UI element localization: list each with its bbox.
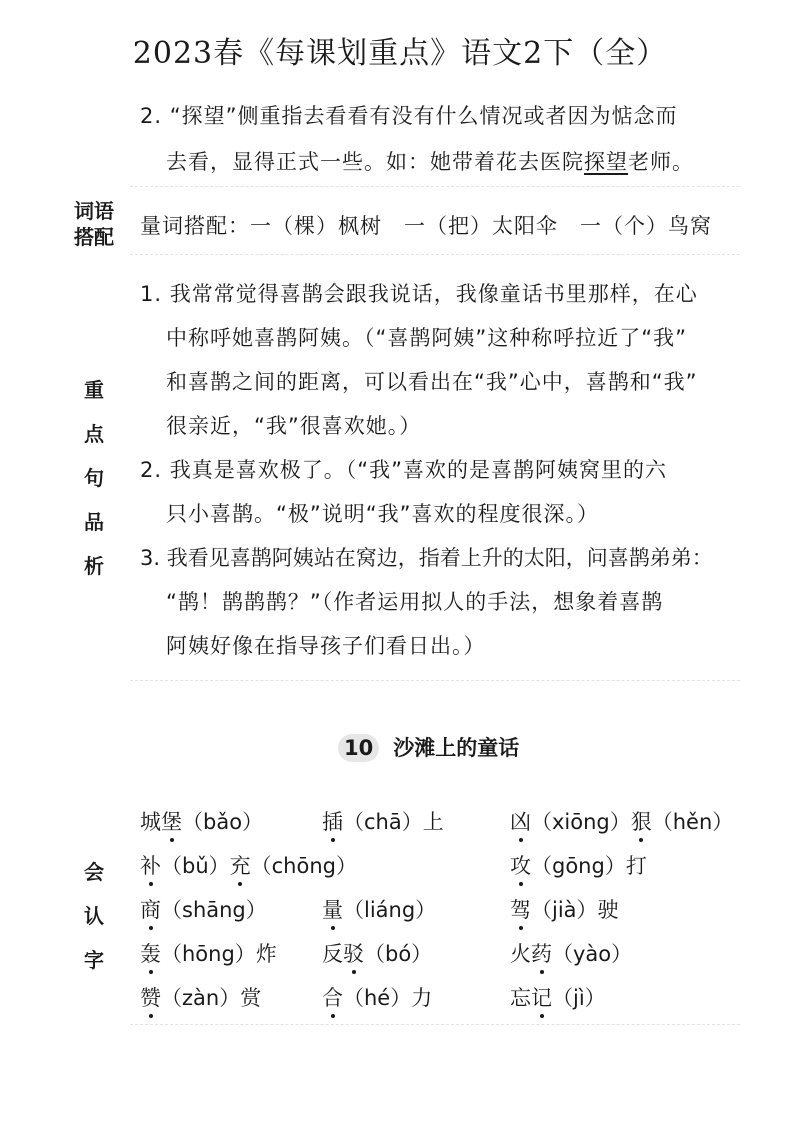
section-label-char: 析	[84, 554, 104, 578]
analysis-line: 3. 我看见喜鹊阿姨站在窝边，指着上升的太阳，问喜鹊弟弟：	[140, 546, 713, 570]
word-text: 城	[140, 810, 161, 834]
section-label-recognize	[82, 850, 106, 982]
word-text: （xiōng）	[531, 810, 631, 834]
word-text: （hěn）	[651, 810, 734, 834]
word-item	[322, 938, 432, 968]
dotted-char: 合	[322, 982, 343, 1012]
explain-text: 老师。	[628, 150, 694, 174]
dotted-char: 攻	[510, 850, 531, 880]
analysis-line: 阿姨好像在指导孩子们看日出。）	[166, 634, 486, 658]
section-label-char: 句	[84, 466, 104, 490]
collocation-text: 量词搭配：一（棵）枫树 一（把）太阳伞 一（个）鸟窝	[140, 214, 712, 238]
section-label-char: 品	[84, 510, 104, 534]
page-title: 2023春《每课划重点》语文2下（全）	[132, 36, 668, 71]
word-item	[510, 850, 647, 880]
section-label-analysis	[82, 368, 106, 588]
dotted-char: 驳	[343, 938, 364, 968]
analysis-line: 1. 我常常觉得喜鹊会跟我说话，我像童话书里那样，在心	[140, 282, 698, 306]
word-item	[322, 982, 432, 1012]
word-text: （liáng）	[343, 898, 437, 922]
analysis-line: 只小喜鹊。“极”说明“我”喜欢的程度很深。）	[166, 502, 600, 526]
word-text: （bǎo）	[182, 810, 264, 834]
word-text: （chōng）	[250, 854, 357, 878]
word-item	[510, 982, 606, 1012]
word-item	[322, 894, 436, 924]
word-text: （gōng）打	[531, 854, 647, 878]
word-item	[140, 850, 357, 880]
word-text: （zàn）赏	[161, 986, 262, 1010]
word-text: （hé）力	[343, 986, 433, 1010]
section-label-char: 认	[84, 904, 104, 928]
word-item	[140, 938, 277, 968]
analysis-line: 很亲近，“我”很喜欢她。）	[166, 414, 422, 438]
section-label-char: 会	[84, 860, 104, 884]
word-text: （bó）	[364, 942, 433, 966]
word-text: （bǔ）	[161, 854, 230, 878]
analysis-line: 和喜鹊之间的距离，可以看出在“我”心中，喜鹊和“我”	[166, 370, 698, 394]
divider	[130, 186, 740, 187]
dotted-char: 量	[322, 894, 343, 924]
dotted-char: 轰	[140, 938, 161, 968]
word-text: （jià）驶	[531, 898, 619, 922]
dotted-char: 补	[140, 850, 161, 880]
divider	[130, 254, 740, 255]
dotted-char: 驾	[510, 894, 531, 924]
underlined-word: 探望	[584, 150, 628, 174]
word-item	[510, 938, 632, 968]
word-item	[140, 894, 267, 924]
analysis-line: 2. 我真是喜欢极了。（“我”喜欢的是喜鹊阿姨窝里的六	[140, 458, 667, 482]
word-item	[140, 806, 263, 836]
analysis-line: 中称呼她喜鹊阿姨。（“喜鹊阿姨”这种称呼拉近了“我”	[166, 326, 688, 350]
lesson-title: 沙滩上的童话	[393, 736, 520, 760]
dotted-char: 记	[531, 982, 552, 1012]
word-text: 忘	[510, 986, 531, 1010]
word-text: （chā）上	[343, 810, 444, 834]
lesson-number: 10	[338, 734, 379, 762]
dotted-char: 凶	[510, 806, 531, 836]
section-label-char: 字	[84, 948, 104, 972]
word-item	[140, 982, 261, 1012]
section-label-text: 搭配	[74, 225, 114, 249]
explain-line	[166, 146, 694, 176]
dotted-char: 药	[531, 938, 552, 968]
word-item	[510, 806, 733, 836]
word-text: 反	[322, 942, 343, 966]
dotted-char: 商	[140, 894, 161, 924]
word-text: （shāng）	[161, 898, 267, 922]
dotted-char: 插	[322, 806, 343, 836]
section-label-char: 重	[84, 378, 104, 402]
section-label-char: 点	[84, 422, 104, 446]
word-text: （yào）	[552, 942, 633, 966]
word-item	[322, 806, 444, 836]
section-label-text: 词语	[74, 199, 114, 223]
word-text: （hōng）炸	[161, 942, 277, 966]
word-text: 火	[510, 942, 531, 966]
dotted-char: 狠	[631, 806, 652, 836]
dotted-char: 赞	[140, 982, 161, 1012]
word-item	[510, 894, 619, 924]
section-label-collocation	[74, 198, 114, 250]
explain-text: 去看，显得正式一些。如：她带着花去医院	[166, 150, 584, 174]
explain-line: 2. “探望”侧重指去看看有没有什么情况或者因为惦念而	[140, 104, 678, 128]
lesson-heading	[338, 732, 519, 762]
divider	[130, 1024, 740, 1025]
word-text: （jì）	[552, 986, 606, 1010]
analysis-line: “鹊！鹊鹊鹊？”（作者运用拟人的手法，想象着喜鹊	[166, 590, 664, 614]
divider	[130, 680, 740, 681]
dotted-char: 充	[230, 850, 251, 880]
dotted-char: 堡	[161, 806, 182, 836]
